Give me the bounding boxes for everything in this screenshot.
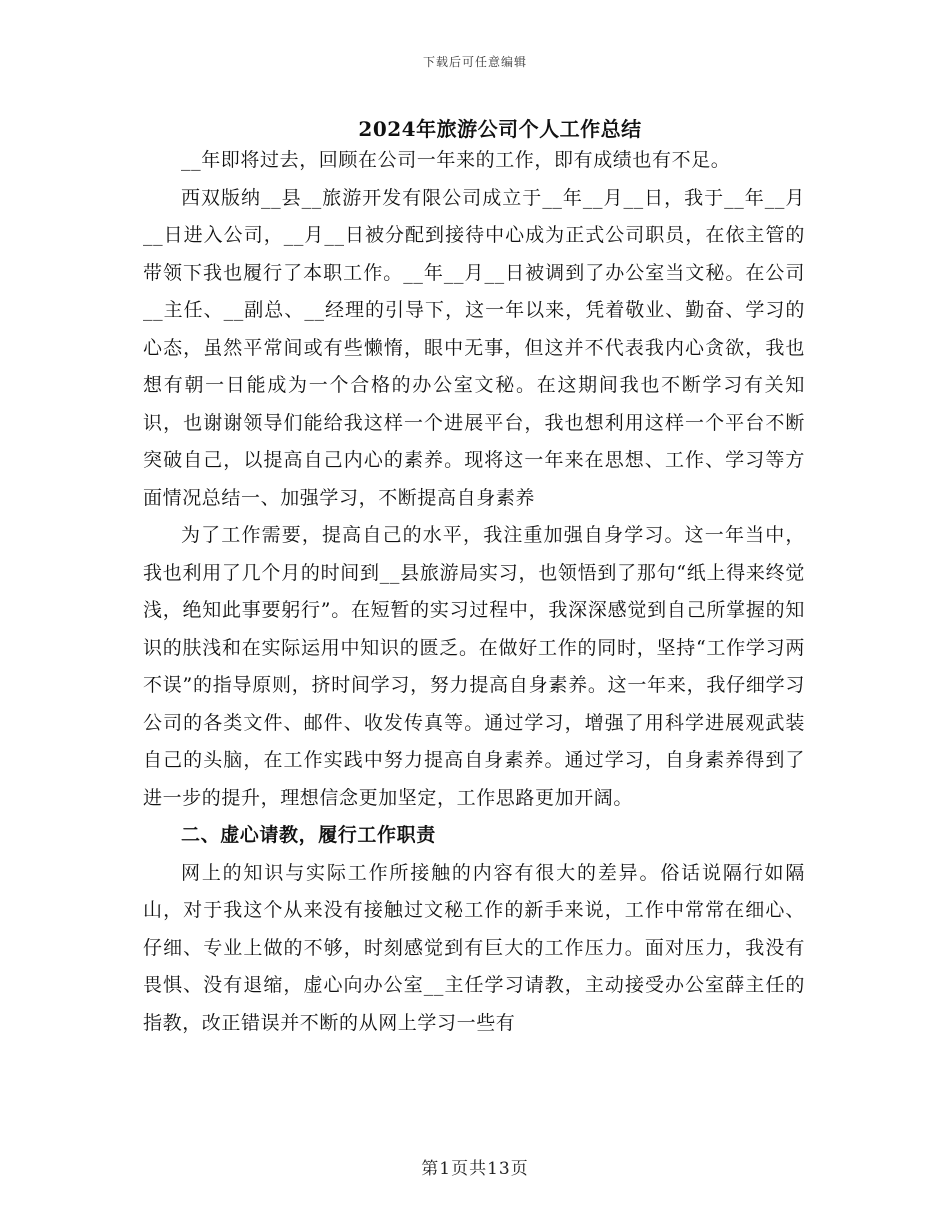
paragraph-background: 西双版纳__县__旅游开发有限公司成立于__年__月__日，我于__年__月__日进入公司，__月__日被分配到接待中心成为正式公司职员，在依主管的带领下我也履行了本职工作。__年__月__日被调到了办公室当文秘。在公司__主任、__副总、__经理的引导下，这一年以来，凭着敬业、勤奋、学习的心态，虽然平常间或有些懒惰，眼中无事，但这并不代表我内心贪欲，我也想有朝一日能成为一个合格的办公室文秘。在这期间我也不断学习有关知识，也谢谢领导们能给我这样一个进展平台，我也想利用这样一个平台不断突破自己，以提高自己内心的素养。现将这一年来在思想、工作、学习等方面情况总结一、加强学习，不断提高自身素养 <box>143 186 805 509</box>
paragraph-consult: 网上的知识与实际工作所接触的内容有很大的差异。俗话说隔行如隔山，对于我这个从来没有接触过文秘工作的新手来说，工作中常常在细心、仔细、专业上做的不够，时刻感觉到有巨大的工作压力。面对压力，我没有畏惧、没有退缩，虚心向办公室__主任学习请教，主动接受办公室薛主任的指教，改正错误并不断的从网上学习一些有 <box>143 861 805 1034</box>
paragraph-intro: __年即将过去，回顾在公司一年来的工作，即有成绩也有不足。 <box>181 149 731 171</box>
section-heading-2: 二、虚心请教，履行工作职责 <box>181 824 436 846</box>
document-title: 2024年旅游公司个人工作总结 <box>358 117 642 141</box>
page-number-footer: 第1页共13页 <box>421 1159 529 1179</box>
document-body <box>143 142 805 1042</box>
paragraph-learning: 为了工作需要，提高自己的水平，我注重加强自身学习。这一年当中，我也利用了几个月的时间到__县旅游局实习，也领悟到了那句“纸上得来终觉浅，绝知此事要躬行”。在短暂的实习过程中，我深深感觉到自己所掌握的知识的肤浅和在实际运用中知识的匮乏。在做好工作的同时，坚持“工作学习两不误”的指导原则，挤时间学习，努力提高自身素养。这一年来，我仔细学习公司的各类文件、邮件、收发传真等。通过学习，增强了用科学进展观武装自己的头脑，在工作实践中努力提高自身素养。通过学习，自身素养得到了进一步的提升，理想信念更加坚定，工作思路更加开阔。 <box>143 524 805 809</box>
header-note: 下载后可任意编辑 <box>422 55 527 69</box>
